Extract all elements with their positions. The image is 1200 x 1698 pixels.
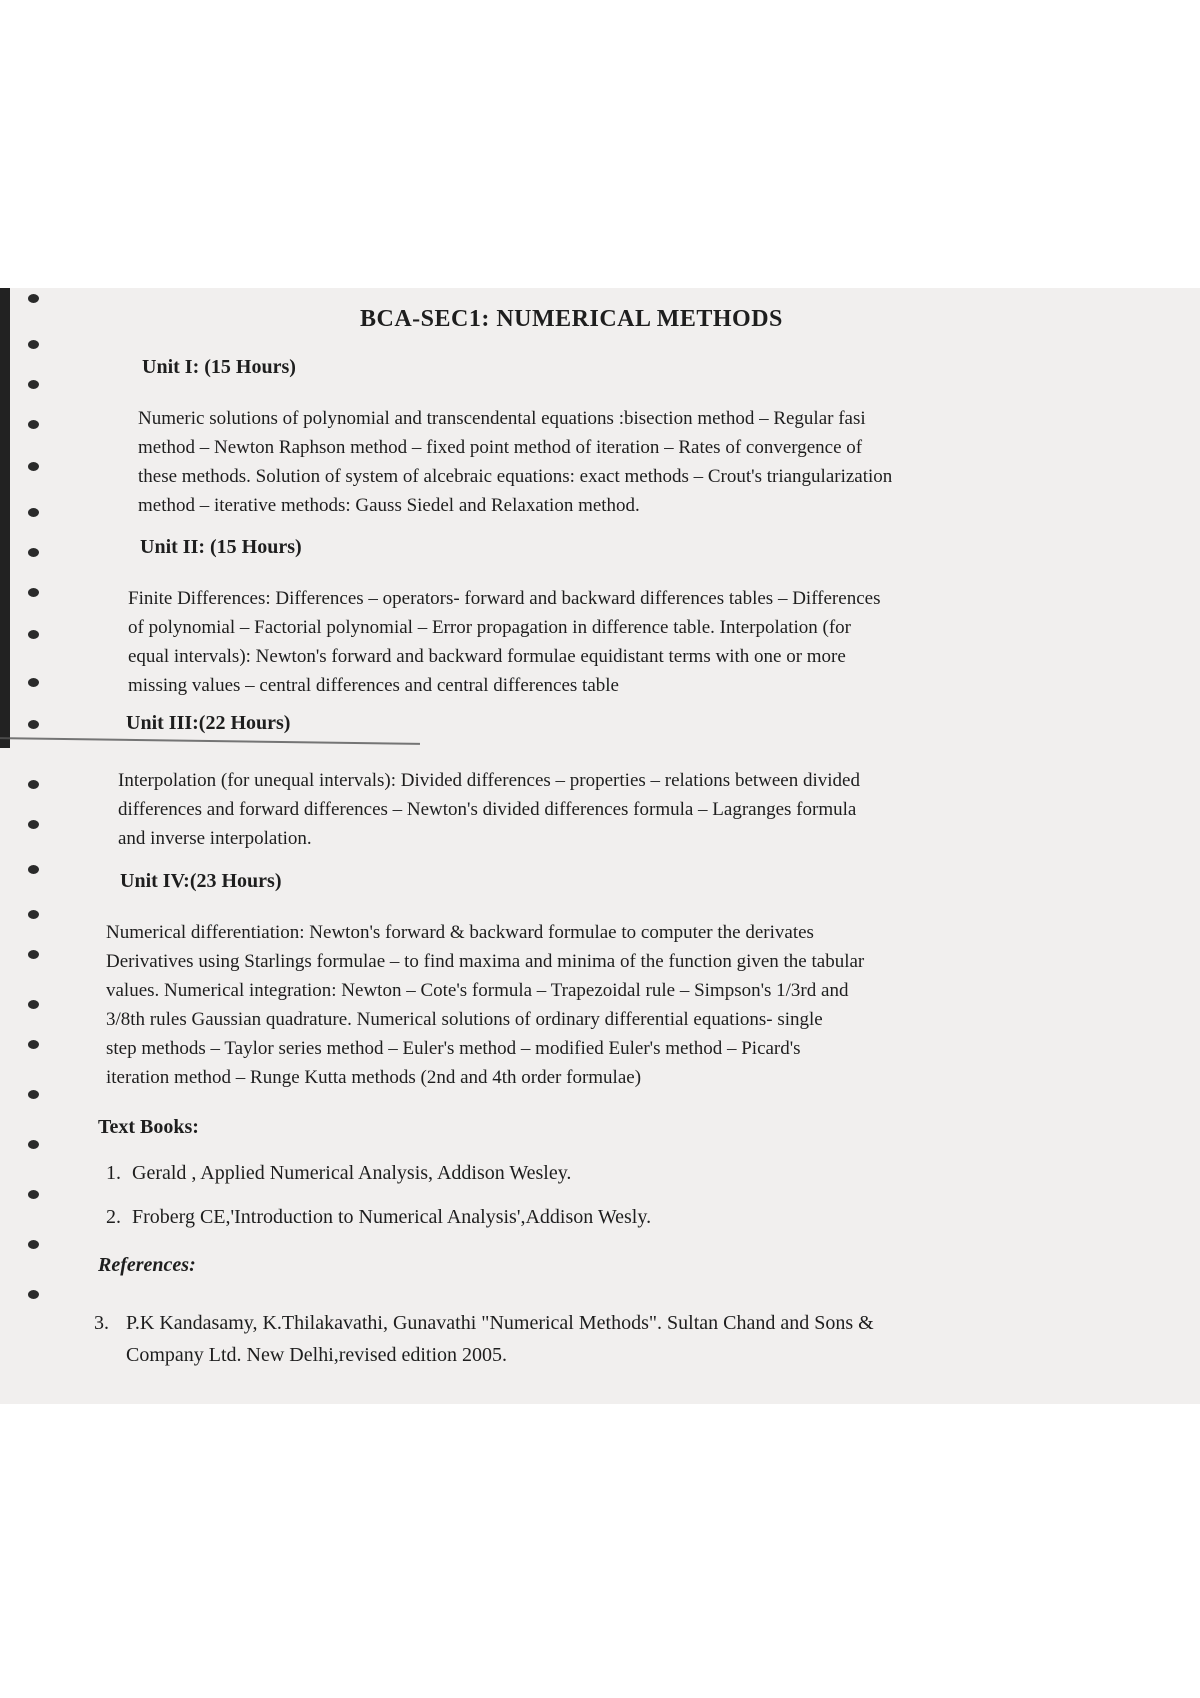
- text-line: Derivatives using Starlings formulae – to find maxima and minima of the function given the tabular: [106, 951, 865, 972]
- text-line: equal intervals): Newton's forward and backward formulae equidistant terms with one or more: [128, 646, 846, 667]
- text-line: differences and forward differences – Newton's divided differences formula – Lagranges formula: [118, 799, 857, 820]
- text-line: Finite Differences: Differences – operators- forward and backward differences tables – Differences: [128, 588, 881, 609]
- reference-item: [94, 1312, 874, 1335]
- unit-3-heading: Unit III:(22 Hours): [126, 712, 291, 734]
- text-line: Interpolation (for unequal intervals): Divided differences – properties – relations between divided: [118, 770, 860, 791]
- list-number: 2.: [106, 1206, 121, 1228]
- unit-4-heading: Unit IV:(23 Hours): [120, 870, 282, 892]
- text-line: of polynomial – Factorial polynomial – Error propagation in difference table. Interpolation (for: [128, 617, 852, 638]
- page-title: BCA-SEC1: NUMERICAL METHODS: [360, 306, 783, 332]
- reference-item-continued: Company Ltd. New Delhi,revised edition 2005.: [126, 1344, 508, 1366]
- list-text: Gerald , Applied Numerical Analysis, Addison Wesley.: [132, 1162, 572, 1184]
- text-line: method – Newton Raphson method – fixed point method of iteration – Rates of convergence of: [138, 437, 863, 458]
- text-line: step methods – Taylor series method – Euler's method – modified Euler's method – Picard's: [106, 1038, 801, 1059]
- text-books-heading: Text Books:: [98, 1116, 199, 1138]
- text-line: these methods. Solution of system of alcebraic equations: exact methods – Crout's triangularization: [138, 466, 893, 487]
- unit-3-body: [118, 766, 860, 853]
- list-number: 3.: [94, 1312, 109, 1334]
- list-text: Froberg CE,'Introduction to Numerical Analysis',Addison Wesly.: [132, 1206, 652, 1228]
- unit-1-heading: Unit I: (15 Hours): [142, 356, 296, 378]
- unit-1-body: [138, 404, 892, 520]
- text-line: 3/8th rules Gaussian quadrature. Numerical solutions of ordinary differential equations- single: [106, 1009, 823, 1030]
- references-heading: References:: [98, 1254, 196, 1276]
- unit-2-heading: Unit II: (15 Hours): [140, 536, 302, 558]
- list-text: P.K Kandasamy, K.Thilakavathi, Gunavathi "Numerical Methods". Sultan Chand and Sons &: [126, 1312, 874, 1334]
- text-line: Numeric solutions of polynomial and transcendental equations :bisection method – Regular fasi: [138, 408, 866, 429]
- text-line: method – iterative methods: Gauss Siedel and Relaxation method.: [138, 495, 640, 516]
- unit-2-body: [128, 584, 880, 700]
- text-line: and inverse interpolation.: [118, 828, 312, 849]
- text-line: iteration method – Runge Kutta methods (2nd and 4th order formulae): [106, 1067, 642, 1088]
- list-number: 1.: [106, 1162, 121, 1184]
- text-book-item: [106, 1162, 571, 1185]
- text-line: Numerical differentiation: Newton's forward & backward formulae to computer the derivates: [106, 922, 814, 943]
- text-line: missing values – central differences and central differences table: [128, 675, 619, 696]
- text-book-item: [106, 1206, 651, 1229]
- unit-4-body: [106, 918, 864, 1092]
- text-line: values. Numerical integration: Newton – Cote's formula – Trapezoidal rule – Simpson's 1/3rd and: [106, 980, 849, 1001]
